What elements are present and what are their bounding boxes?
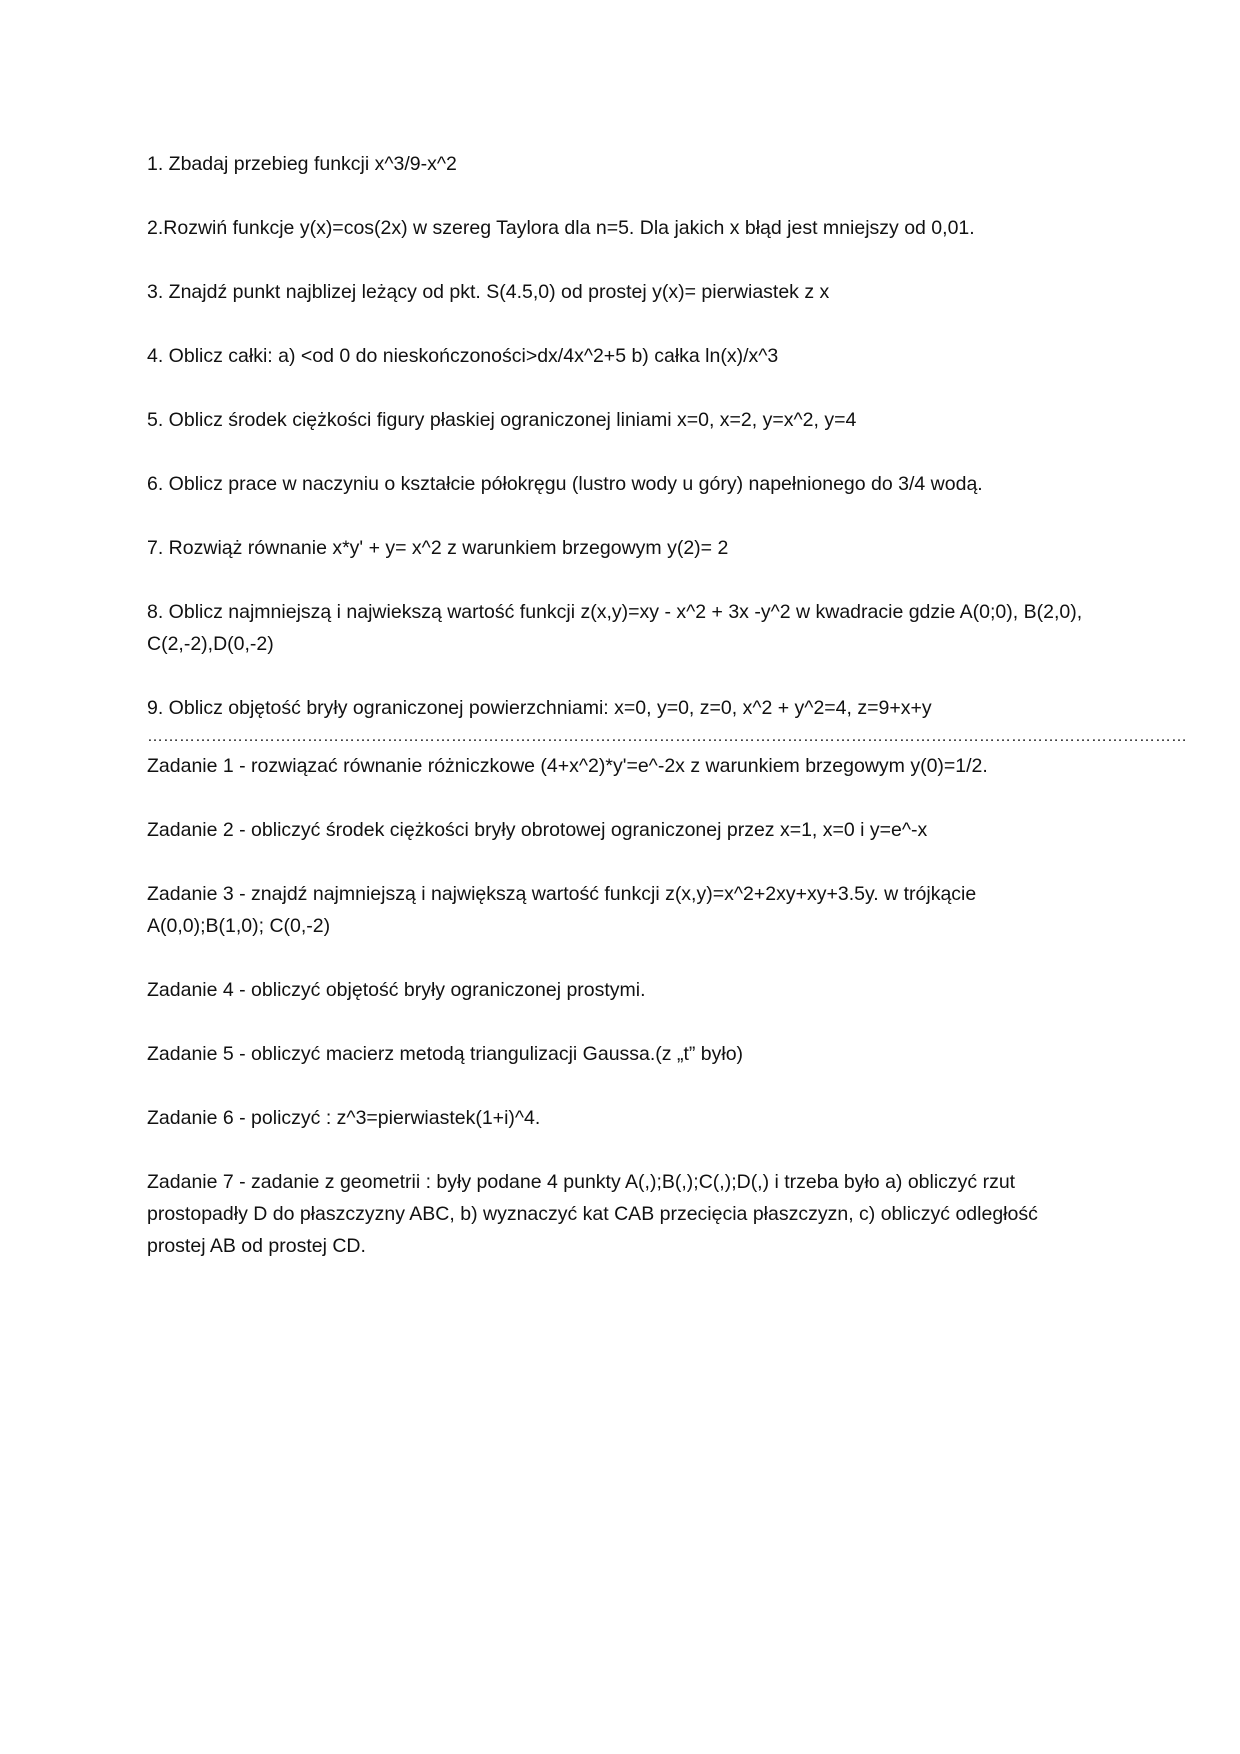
exam-item-3: 3. Znajdź punkt najblizej leżący od pkt. S(4.5,0) od prostej y(x)= pierwiastek z x — [147, 281, 830, 303]
dotted-divider: …………………………………………………………………………………………………………………………………………………………………………… — [147, 728, 1187, 745]
exam-item-6: 6. Oblicz prace w naczyniu o kształcie półokręgu (lustro wody u góry) napełnionego do 3/4 wodą. — [147, 473, 983, 495]
exam-item-7: 7. Rozwiąż równanie x*y' + y= x^2 z warunkiem brzegowym y(2)= 2 — [147, 537, 729, 559]
exam-item-5: 5. Oblicz środek ciężkości figury płaskiej ograniczonej liniami x=0, x=2, y=x^2, y=4 — [147, 409, 857, 431]
exam-item-8: 8. Oblicz najmniejszą i najwiekszą wartość funkcji z(x,y)=xy - x^2 + 3x -y^2 w kwadracie gdzie A(0;0), B(2,0), C(2,-2),D(0,-2) — [147, 601, 1083, 655]
zadanie-7: Zadanie 7 - zadanie z geometrii : były podane 4 punkty A(,);B(,);C(,);D(,) i trzeba było a) obliczyć rzut prostopadły D do płaszczyzny ABC, b) wyznaczyć kat CAB przecięcia płaszczyzn, c) obliczyć odległość prostej AB od prostej CD. — [147, 1171, 1038, 1257]
zadanie-2: Zadanie 2 - obliczyć środek ciężkości bryły obrotowej ograniczonej przez x=1, x=0 i y=e^-x — [147, 819, 928, 841]
zadanie-6: Zadanie 6 - policzyć : z^3=pierwiastek(1+i)^4. — [147, 1107, 541, 1129]
zadanie-5: Zadanie 5 - obliczyć macierz metodą triangulizacji Gaussa.(z „t” było) — [147, 1043, 744, 1065]
document-body — [147, 148, 1187, 1294]
zadanie-4: Zadanie 4 - obliczyć objętość bryły ograniczonej prostymi. — [147, 979, 646, 1001]
exam-item-4: 4. Oblicz całki: a) <od 0 do nieskończoności>dx/4x^2+5 b) całka ln(x)/x^3 — [147, 345, 779, 367]
exam-item-9: 9. Oblicz objętość bryły ograniczonej powierzchniami: x=0, y=0, z=0, x^2 + y^2=4, z=9+x+y — [147, 697, 932, 719]
zadanie-3: Zadanie 3 - znajdź najmniejszą i największą wartość funkcji z(x,y)=x^2+2xy+xy+3.5y. w trójkącie A(0,0);B(1,0); C(0,-2) — [147, 883, 977, 937]
exam-item-2: 2.Rozwiń funkcje y(x)=cos(2x) w szereg Taylora dla n=5. Dla jakich x błąd jest mniejszy od 0,01. — [147, 217, 975, 239]
exam-item-1: 1. Zbadaj przebieg funkcji x^3/9-x^2 — [147, 153, 457, 175]
zadanie-1: Zadanie 1 - rozwiązać równanie różniczkowe (4+x^2)*y'=e^-2x z warunkiem brzegowym y(0)=1/2. — [147, 755, 988, 777]
